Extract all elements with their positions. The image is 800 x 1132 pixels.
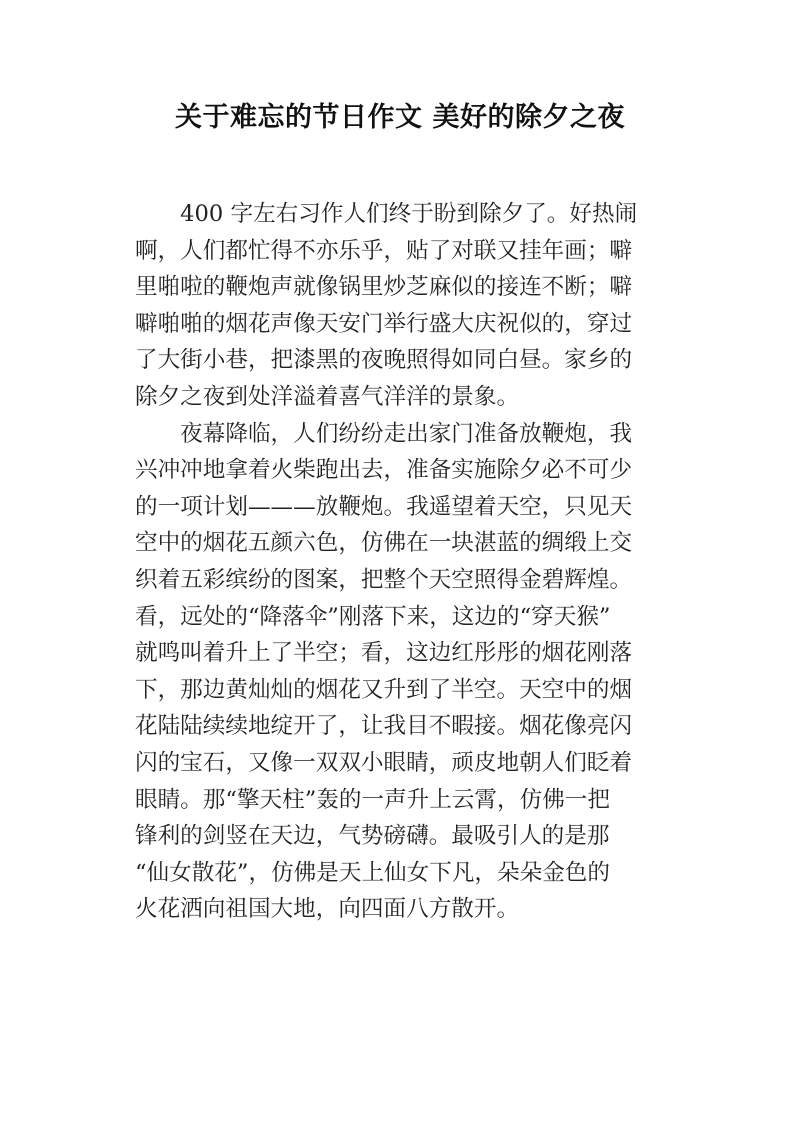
text-line: 看，远处的“降落伞”刚落下来，这边的“穿天猴” (135, 603, 611, 630)
document-body (135, 196, 671, 928)
text-line: 除夕之夜到处洋溢着喜气洋洋的景象。 (135, 383, 520, 410)
text-line: 里啪啦的鞭炮声就像锅里炒芝麻似的接连不断；噼 (135, 274, 633, 301)
text-line: 火花洒向祖国大地，向四面八方散开。 (135, 896, 520, 923)
text-line: 噼啪啪的烟花声像天安门举行盛大庆祝似的，穿过 (135, 310, 633, 337)
text-line: 夜幕降临，人们纷纷走出家门准备放鞭炮，我 (135, 420, 633, 447)
text-line: 的一项计划———放鞭炮。我遥望着天空，只见天 (135, 493, 633, 520)
text-line: 闪的宝石，又像一双双小眼睛，顽皮地朝人们眨着 (135, 749, 633, 776)
text-line: 了大街小巷，把漆黑的夜晚照得如同白昼。家乡的 (135, 347, 633, 374)
text-line: 眼睛。那“擎天柱”轰的一声升上云霄，仿佛一把 (135, 786, 610, 813)
text-line: 兴冲冲地拿着火柴跑出去，准备实施除夕必不可少 (135, 457, 633, 484)
text-line: 就鸣叫着升上了半空；看，这边红彤彤的烟花刚落 (135, 640, 633, 667)
text-line: 花陆陆续续地绽开了，让我目不暇接。烟花像亮闪 (135, 713, 633, 740)
document-title: 关于难忘的节日作文 美好的除夕之夜 (175, 102, 625, 133)
text-line: 啊，人们都忙得不亦乐乎，贴了对联又挂年画；噼 (135, 237, 633, 264)
text-line: “仙女散花”，仿佛是天上仙女下凡，朵朵金色的 (135, 859, 610, 886)
text-line: 400 字左右习作人们终于盼到除夕了。好热闹 (135, 201, 638, 227)
text-line: 锋利的剑竖在天边，气势磅礴。最吸引人的是那 (135, 823, 610, 850)
text-line: 下，那边黄灿灿的烟花又升到了半空。天空中的烟 (135, 676, 633, 703)
text-line: 空中的烟花五颜六色，仿佛在一块湛蓝的绸缎上交 (135, 530, 633, 557)
text-line: 织着五彩缤纷的图案，把整个天空照得金碧辉煌。 (135, 566, 633, 593)
